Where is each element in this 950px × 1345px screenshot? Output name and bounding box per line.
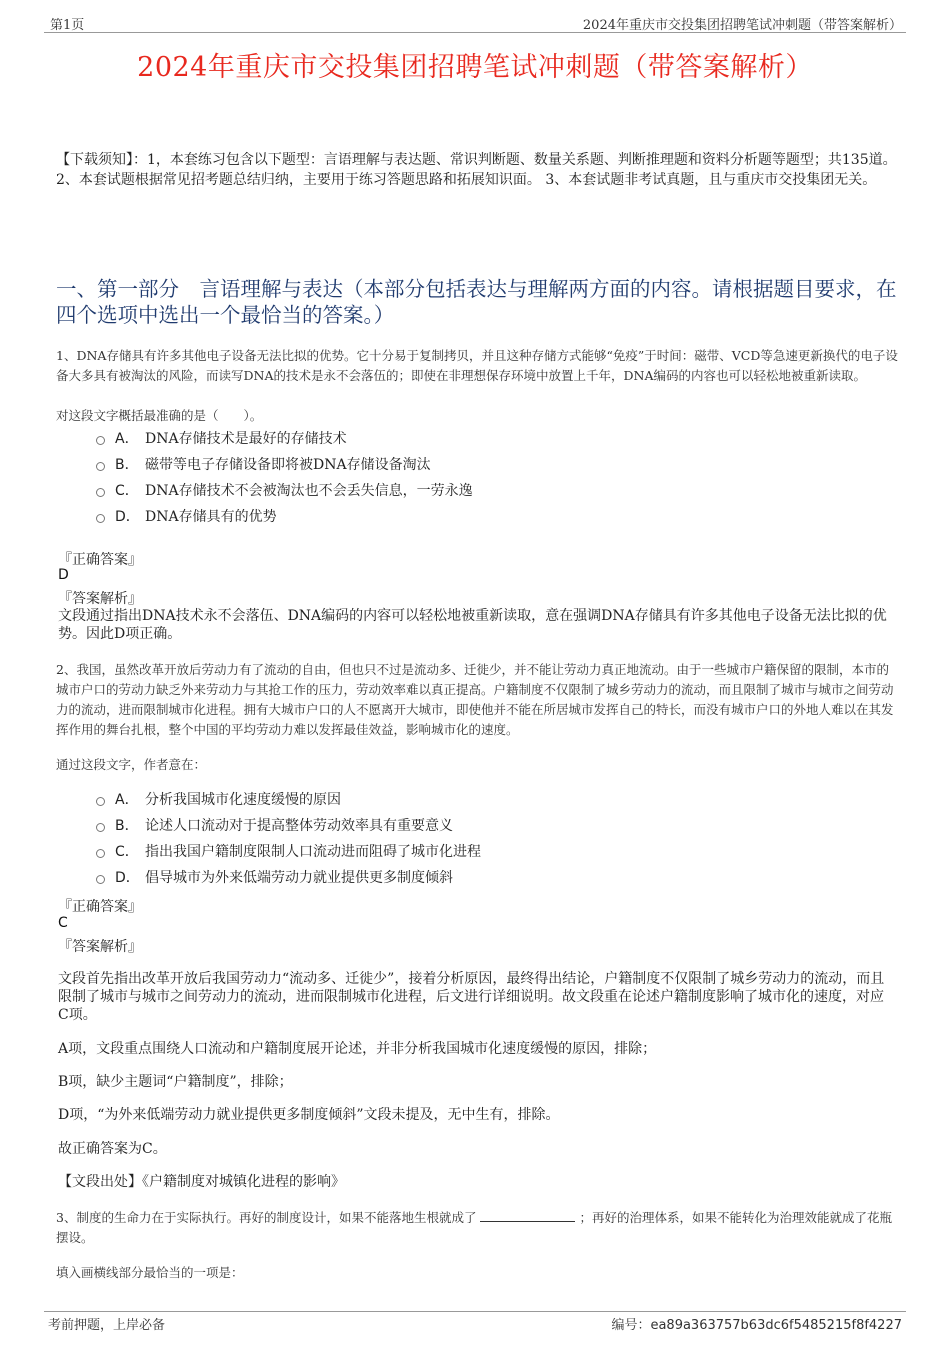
question-2-stem: 2、我国，虽然改革开放后劳动力有了流动的自由，但也只不过是流动多、迁徙少，并不能让劳动力真正地流动。由于一些城市户籍保留的限制，本市的城市户口的劳动力缺乏外来劳动力与其抢工作的压力，劳动效率难以真正提高。户籍制度不仅限制了城乡劳动力的流动，而且限制了城市与城市之间劳动力的流动，进而限制城市化进程。拥有大城市户口的人不愿离开大城市，即使他并不能在所居城市发挥自己的特长，而没有城市户口的外地人难以在其发挥作用的舞台扎根，整个中国的平均劳动力难以发挥最佳效益，影响城市化的速度。 [56, 662, 894, 737]
option-a[interactable]: A． DNA存储技术是最好的存储技术 [92, 425, 792, 451]
question-3-stem: 3、制度的生命力在于实际执行。再好的制度设计，如果不能落地生根就成了 ；再好的治理体系，如果不能转化为治理效能就成了花瓶摆设。 [56, 1210, 892, 1245]
question-2-options [92, 786, 792, 890]
option-d[interactable]: D． DNA存储具有的优势 [92, 503, 792, 529]
question-2-ask: 通过这段文字，作者意在： [56, 757, 207, 772]
question-2-analysis-b: B项，缺少主题词“户籍制度”，排除； [58, 1074, 293, 1090]
radio-icon[interactable] [96, 849, 105, 858]
option-b[interactable]: B． 论述人口流动对于提高整体劳动效率具有重要意义 [92, 812, 792, 838]
section-heading: 一、第一部分 言语理解与表达（本部分包括表达与理解两方面的内容。请根据题目要求，在四个选项中选出一个最恰当的答案。） [56, 277, 897, 327]
footer-slogan: 考前押题，上岸必备 [48, 1318, 166, 1333]
page-header [44, 10, 906, 33]
analysis-label: 『答案解析』 [58, 591, 142, 607]
option-a[interactable]: A． 分析我国城市化速度缓慢的原因 [92, 786, 792, 812]
radio-icon[interactable] [96, 488, 105, 497]
question-2-answer: C [58, 915, 68, 931]
radio-icon[interactable] [96, 436, 105, 445]
option-d[interactable]: D． 倡导城市为外来低端劳动力就业提供更多制度倾斜 [92, 864, 792, 890]
correct-answer-label: 『正确答案』 [58, 899, 142, 915]
option-c[interactable]: C． DNA存储技术不会被淘汰也不会丢失信息，一劳永逸 [92, 477, 792, 503]
footer-doc-id: 编号：ea89a363757b63dc6f5485215f8f4227 [611, 1318, 902, 1333]
question-2-source: 【文段出处】《户籍制度对城镇化进程的影响》 [58, 1174, 345, 1190]
header-doc-title: 2024年重庆市交投集团招聘笔试冲刺题（带答案解析） [582, 18, 902, 33]
question-1-stem: 1、DNA存储具有许多其他电子设备无法比拟的优势。它十分易于复制拷贝，并且这种存储方式能够“免疫”于时间：磁带、VCD等急速更新换代的电子设备大多具有被淘汰的风险，而读写DNA的技术是永不会落伍的；即使在非理想保存环境中放置上千年，DNA编码的内容也可以轻松地被重新读取。 [56, 348, 898, 383]
correct-answer-label: 『正确答案』 [58, 552, 142, 568]
analysis-label: 『答案解析』 [58, 939, 142, 955]
radio-icon[interactable] [96, 797, 105, 806]
question-2-analysis-main: 文段首先指出改革开放后我国劳动力“流动多、迁徙少”，接着分析原因，最终得出结论，户籍制度不仅限制了城乡劳动力的流动，而且限制了城市与城市之间劳动力的流动，进而限制城市化进程，后文进行详细说明。故文段重在论述户籍制度影响了城市化的速度，对应C项。 [58, 971, 885, 1023]
page-title: 2024年重庆市交投集团招聘笔试冲刺题（带答案解析） [137, 52, 813, 83]
question-2-analysis-a: A项，文段重点围绕人口流动和户籍制度展开论述，并非分析我国城市化速度缓慢的原因，排除； [58, 1041, 657, 1057]
question-3-ask: 填入画横线部分最恰当的一项是： [56, 1265, 244, 1280]
page-footer [44, 1311, 906, 1332]
radio-icon[interactable] [96, 462, 105, 471]
radio-icon[interactable] [96, 875, 105, 884]
question-2-analysis-d: D项，“为外来低端劳动力就业提供更多制度倾斜”文段未提及，无中生有，排除。 [58, 1107, 560, 1123]
question-1-analysis: 文段通过指出DNA技术永不会落伍、DNA编码的内容可以轻松地被重新读取，意在强调DNA存储具有许多其他电子设备无法比拟的优势。因此D项正确。 [58, 608, 887, 642]
question-1-ask: 对这段文字概括最准确的是（ ）。 [56, 408, 263, 423]
option-c[interactable]: C． 指出我国户籍制度限制人口流动进而阻碍了城市化进程 [92, 838, 792, 864]
fill-blank [480, 1209, 575, 1222]
question-1-options [92, 425, 792, 529]
download-notice: 【下载须知】：1，本套练习包含以下题型：言语理解与表达题、常识判断题、数量关系题、判断推理题和资料分析题等题型；共135道。 2、本套试题根据常见招考题总结归纳，主要用于练习答题思路和拓展知识面。 3、本套试题非考试真题，且与重庆市交投集团无关。 [56, 152, 897, 188]
option-b[interactable]: B． 磁带等电子存储设备即将被DNA存储设备淘汰 [92, 451, 792, 477]
radio-icon[interactable] [96, 514, 105, 523]
page-number: 第1页 [50, 18, 85, 33]
radio-icon[interactable] [96, 823, 105, 832]
question-1-answer: D [58, 567, 69, 583]
question-2-conclusion: 故正确答案为C。 [58, 1141, 167, 1157]
